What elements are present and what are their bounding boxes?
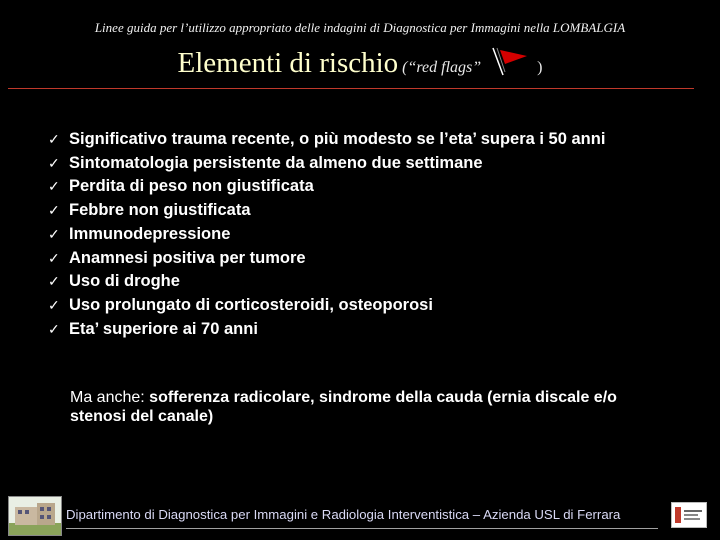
list-item [48, 199, 672, 223]
checkmark-icon: ✓ [48, 202, 60, 219]
checkmark-icon: ✓ [48, 225, 60, 242]
list-item [48, 318, 672, 342]
risk-factor-text: Eta’ superiore ai 70 anni [69, 319, 258, 338]
risk-factor-text: Febbre non giustificata [69, 201, 251, 220]
risk-factor-text: Anamnesi positiva per tumore [69, 248, 306, 267]
hospital-building-logo [8, 496, 62, 536]
list-item [48, 270, 672, 294]
list-item [48, 294, 672, 318]
red-flag-icon [491, 44, 531, 76]
header-divider [8, 88, 694, 89]
additional-note [70, 388, 660, 426]
risk-factor-text: Sintomatologia persistente da almeno due settimane [69, 153, 483, 172]
slide-title-row [0, 44, 720, 80]
note-text: sofferenza radicolare, sindrome della cauda (ernia discale e/o stenosi del canale) [70, 389, 617, 425]
checkmark-icon: ✓ [48, 249, 60, 266]
list-item [48, 128, 672, 152]
checkmark-icon: ✓ [48, 131, 60, 147]
checkmark-icon: ✓ [48, 178, 60, 195]
risk-factor-text: Significativo trauma recente, o più modesto se l’eta’ supera i 50 anni [69, 130, 606, 148]
note-lead: Ma anche: [70, 389, 145, 406]
slide-title: Elementi di rischio [177, 47, 399, 79]
risk-factor-text: Perdita di peso non giustificata [69, 177, 314, 196]
risk-factor-text: Uso prolungato di corticosteroidi, osteoporosi [69, 295, 433, 314]
footer-department: Dipartimento di Diagnostica per Immagini e Radiologia Interventistica – Azienda USL di Ferrara [66, 507, 621, 522]
title-note: (“red flags” [402, 59, 482, 76]
list-item [48, 175, 672, 199]
footer-divider [66, 528, 658, 529]
risk-factor-list [48, 128, 672, 341]
list-item [48, 247, 672, 271]
institution-logo [671, 502, 707, 528]
slide-subtitle: Linee guida per l’utilizzo appropriato delle indagini di Diagnostica per Immagini nella LOMBALGIA [94, 20, 626, 35]
checkmark-icon: ✓ [48, 296, 60, 313]
checkmark-icon: ✓ [48, 154, 60, 171]
list-item [48, 152, 672, 176]
checkmark-icon: ✓ [48, 273, 60, 290]
list-item [48, 223, 672, 247]
checkmark-icon: ✓ [48, 320, 60, 337]
title-close-paren: ) [537, 59, 543, 76]
risk-factor-text: Immunodepressione [69, 224, 231, 243]
risk-factor-text: Uso di droghe [69, 272, 180, 291]
